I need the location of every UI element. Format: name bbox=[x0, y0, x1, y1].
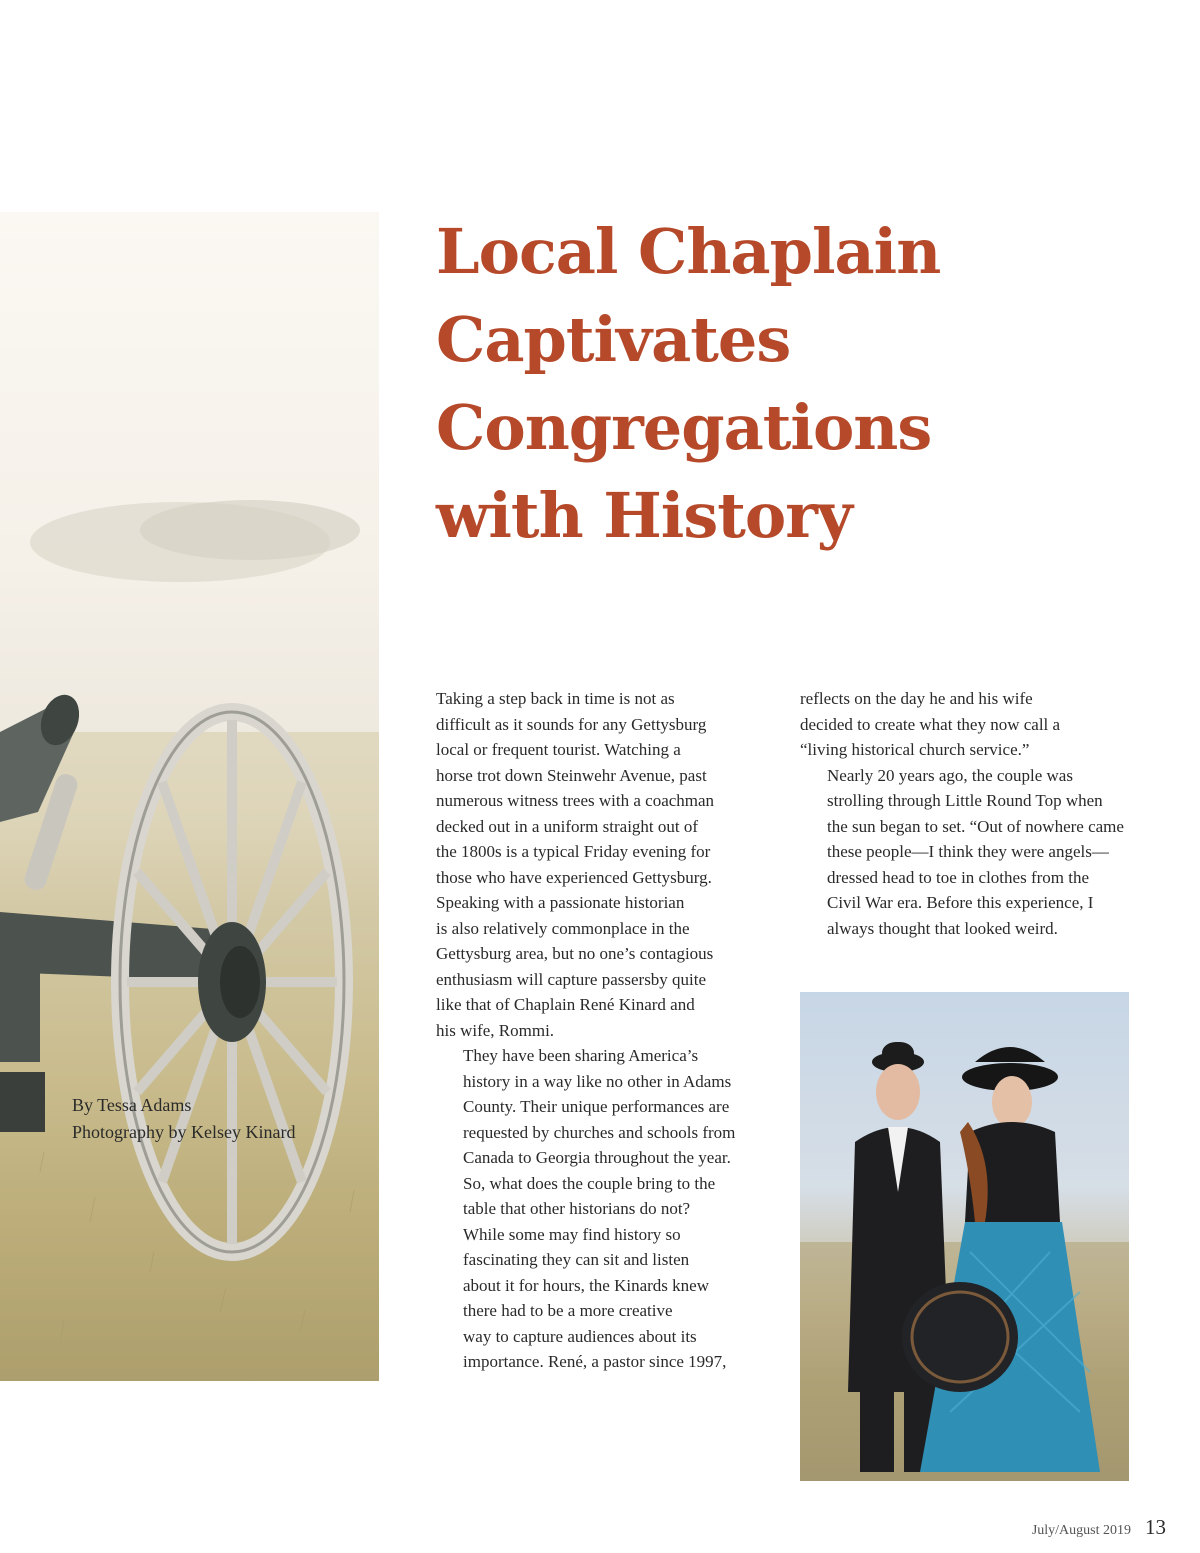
cannon-photo bbox=[0, 212, 379, 1381]
text-line: difficult as it sounds for any Gettysburg bbox=[436, 714, 707, 734]
text-line: County. Their unique performances are bbox=[463, 1097, 730, 1116]
text-line: “living historical church service.” bbox=[800, 740, 1030, 759]
text-line: While some may find history so bbox=[463, 1224, 681, 1244]
text-line: horse trot down Steinwehr Avenue, past bbox=[436, 765, 707, 785]
text-line: table that other historians do not? bbox=[463, 1199, 691, 1218]
text-line: reflects on the day he and his wife bbox=[800, 689, 1033, 708]
photo-credit: Photography by Kelsey Kinard bbox=[72, 1122, 296, 1142]
page-number: 13 bbox=[1145, 1515, 1166, 1539]
text-line: there had to be a more creative bbox=[463, 1301, 673, 1320]
text-line: Nearly 20 years ago, the couple was bbox=[827, 765, 1073, 785]
headline-line: with History bbox=[436, 479, 852, 552]
article-headline bbox=[436, 208, 1156, 560]
text-line: the 1800s is a typical Friday evening for bbox=[436, 842, 711, 861]
text-line: strolling through Little Round Top when bbox=[827, 791, 1103, 810]
body-column-2 bbox=[800, 686, 1135, 941]
text-line: importance. René, a pastor since 1997, bbox=[463, 1352, 727, 1371]
text-line: fascinating they can sit and listen bbox=[463, 1250, 690, 1269]
text-line: Speaking with a passionate historian bbox=[436, 893, 685, 912]
couple-illustration bbox=[800, 992, 1129, 1481]
text-line: Civil War era. Before this experience, I bbox=[827, 893, 1094, 912]
article-credits bbox=[72, 1092, 392, 1146]
text-line: So, what does the couple bring to the bbox=[463, 1173, 716, 1193]
body-paragraph bbox=[436, 1222, 771, 1375]
text-line: enthusiasm will capture passersby quite bbox=[436, 969, 707, 989]
text-line: like that of Chaplain René Kinard and bbox=[436, 995, 695, 1014]
page-footer bbox=[1032, 1515, 1166, 1540]
text-line: requested by churches and schools from bbox=[463, 1122, 736, 1142]
text-line: is also relatively commonplace in the bbox=[436, 918, 690, 938]
text-line: Taking a step back in time is not as bbox=[436, 689, 675, 708]
issue-date: July/August 2019 bbox=[1031, 1523, 1131, 1538]
body-paragraph bbox=[436, 686, 771, 1043]
text-line: They have been sharing America’s bbox=[463, 1046, 699, 1065]
text-line: way to capture audiences about its bbox=[463, 1326, 697, 1346]
text-line: the sun began to set. “Out of nowhere came bbox=[827, 816, 1124, 836]
text-line: decided to create what they now call a bbox=[800, 714, 1061, 734]
text-line: these people—I think they were angels— bbox=[827, 842, 1109, 861]
text-line: history in a way like no other in Adams bbox=[463, 1071, 732, 1091]
couple-photo bbox=[800, 992, 1129, 1481]
hatbox bbox=[902, 1282, 1018, 1392]
text-line: Canada to Georgia throughout the year. bbox=[463, 1148, 731, 1167]
headline-line: Local Chaplain bbox=[436, 215, 941, 288]
text-line: his wife, Rommi. bbox=[436, 1020, 555, 1040]
text-line: local or frequent tourist. Watching a bbox=[436, 740, 681, 759]
body-paragraph bbox=[800, 763, 1135, 942]
author-byline: By Tessa Adams bbox=[72, 1095, 192, 1115]
headline-line: Captivates bbox=[436, 303, 791, 376]
body-paragraph bbox=[436, 1043, 771, 1222]
text-line: numerous witness trees with a coachman bbox=[436, 791, 715, 810]
headline-line: Congregations bbox=[436, 391, 932, 464]
text-line: Gettysburg area, but no one’s contagious bbox=[436, 944, 714, 963]
body-paragraph bbox=[800, 686, 1135, 763]
cannon-illustration bbox=[0, 212, 379, 1381]
text-line: always thought that looked weird. bbox=[827, 918, 1058, 938]
cannon-wheel bbox=[120, 712, 344, 1252]
body-column-1 bbox=[436, 686, 771, 1375]
text-line: about it for hours, the Kinards knew bbox=[463, 1275, 709, 1295]
text-line: decked out in a uniform straight out of bbox=[436, 816, 699, 836]
text-line: those who have experienced Gettysburg. bbox=[436, 867, 712, 887]
text-line: dressed head to toe in clothes from the bbox=[827, 867, 1090, 887]
